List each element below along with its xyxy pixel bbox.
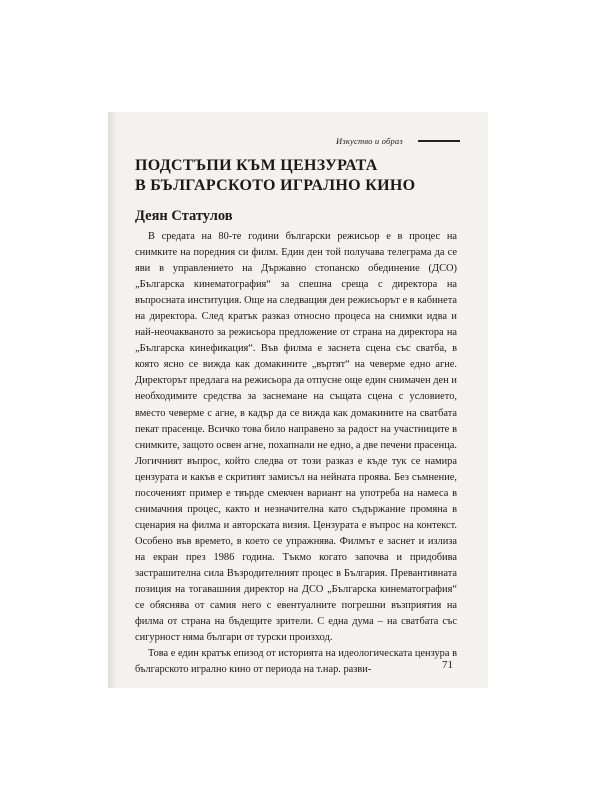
page-binding-shadow	[108, 112, 117, 688]
running-head: Изкуство и образ	[336, 136, 403, 146]
article-author: Деян Статулов	[135, 208, 233, 224]
article-title-line-2: В БЪЛГАРСКОТО ИГРАЛНО КИНО	[135, 177, 416, 194]
article-title-line-1: ПОДСТЪПИ КЪМ ЦЕНЗУРАТА	[135, 157, 378, 174]
body-paragraph-1: В средата на 80-те години български режисьор е в процес на снимките на поредния си филм. Един ден той получава телеграма да се яви в управлението на Държавно стопанско обединение (ДСО) „Българска кинематография“ за спешна среща с директора на въпросната институция. Още на следващия ден режисьорът е в кабинета на директора. След кратък разказ относно процеса на снимки идва и най-неочакваното за режисьора предложение от страна на директора на „Българска кинефикация“. Във филма е заснета сцена със сватба, в която ясно се вижда как домакините „въртят“ на чеверме едно агне. Директорът предлага на режисьора да отпусне още един снимачен ден и необходимите средства за заснемане на същата сцена с условието, вместо чеверме с агне, в кадър да се вижда как домакините на сватбата пекат прасенце. Всичко това било направено за радост на участниците в снимките, защото освен агне, похапнали не едно, а две печени прасенца. Логичният въпрос, който следва от този разказ е къде тук се намира цензурата и какъв е скритият замисъл на нейната проява. Без съмнение, посоченият пример е твърде смекчен вариант на употреба на намеса в снимачния процес, както и незначителна като съдържание промяна в сценария на филма и авторската визия. Цензурата е въпрос на контекст. Особено във времето, в което се упражнява. Филмът е заснет и излиза на екран през 1986 година. Тъкмо когато започва и придобива застрашителна сила Възродителният процес в България. Превантивната позиция на тогавашния директор на ДСО „Българска кинематография“ се обяснява от самия него с евентуалните погрешни възприятия на филма от страна на бъдещите зрители. С една дума – на сватбата със сигурност няма българи от турски произход.	[135, 231, 457, 644]
article-body	[135, 229, 457, 678]
body-paragraph-2: Това е един кратък епизод от историята на идеологическата цензура в българското игрално кино от периода на т.нар. разви-	[135, 648, 457, 676]
page-number: 71	[442, 659, 453, 671]
running-head-rule	[418, 140, 460, 142]
article-title	[135, 156, 465, 196]
